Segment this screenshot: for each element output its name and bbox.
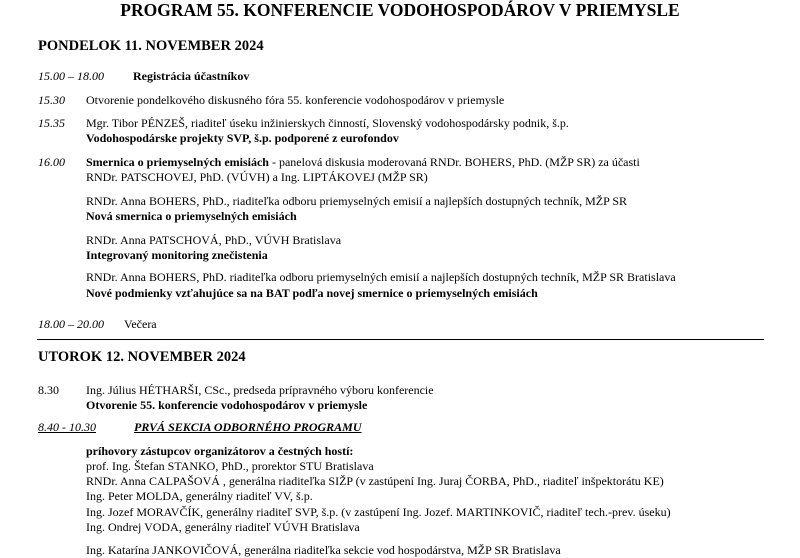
guest-calpasova: RNDr. Anna CALPAŠOVÁ , generálna riaditeľka SIŽP (v zastúpení Ing. Juraj ČORBA, PhD., riaditeľ inšpektorátu KE) [86, 474, 664, 488]
page-title: PROGRAM 55. KONFERENCIE VODOHOSPODÁROV V PRIEMYSLE [120, 0, 680, 20]
agenda-registration: Registrácia účastníkov [133, 69, 250, 83]
day-heading-monday: PONDELOK 11. NOVEMBER 2024 [38, 38, 264, 54]
section-heading: PRVÁ SEKCIA ODBORNÉHO PROGRAMU [134, 420, 362, 434]
agenda-opening-forum: Otvorenie pondelkového diskusného fóra 55. konferencie vodohospodárov v priemysle [86, 93, 505, 107]
panel-title: Smernica o priemyselných emisiách [86, 155, 269, 169]
time-1535: 15.35 [38, 116, 65, 130]
agenda-speaker-patschova: RNDr. Anna PATSCHOVÁ, PhD., VÚVH Bratislava [86, 233, 342, 247]
time-1600: 16.00 [38, 155, 65, 169]
time-1530: 15.30 [38, 93, 65, 107]
time-840: 8.40 - 10.30 [38, 420, 96, 434]
time-830: 8.30 [38, 383, 59, 397]
greetings-heading: príhovory zástupcov organizátorov a čestných hostí: [86, 444, 354, 458]
agenda-speaker-bohers-2: RNDr. Anna BOHERS, PhD. riaditeľka odboru priemyselných emisií a najlepších dostupných techník, MŽP SR Bratislava [86, 270, 676, 284]
guest-molda: Ing. Peter MOLDA, generálny riaditeľ VV, š.p. [86, 489, 313, 503]
guest-voda: Ing. Ondrej VODA, generálny riaditeľ VÚVH Bratislava [86, 520, 360, 534]
time-1800: 18.00 – 20.00 [38, 317, 104, 331]
agenda-talk-title: Nová smernica o priemyselných emisiách [86, 209, 297, 223]
agenda-speaker-penzes: Mgr. Tibor PÉNZEŠ, riaditeľ úseku inžinierskych činností, Slovenský vodohospodársky podnik, š.p. [86, 116, 569, 130]
agenda-talk-title: Nové podmienky vzťahujúce sa na BAT podľa novej smernice o priemyselných emisiách [86, 286, 538, 300]
agenda-conference-opening: Otvorenie 55. konferencie vodohospodárov v priemysle [86, 398, 368, 412]
agenda-dinner: Večera [124, 317, 157, 331]
day-heading-tuesday: UTOROK 12. NOVEMBER 2024 [38, 349, 246, 365]
agenda-speaker-bohers-1: RNDr. Anna BOHERS, PhD., riaditeľka odboru priemyselných emisií a najlepších dostupných techník, MŽP SR [86, 194, 628, 208]
panel-description: - panelová diskusia moderovaná RNDr. BOHERS, PhD. (MŽP SR) za účasti [268, 155, 640, 169]
agenda-talk-title: Vodohospodárske projekty SVP, š.p. podporené z eurofondov [86, 131, 399, 145]
agenda-panel-discussion [86, 155, 640, 170]
time-1500: 15.00 – 18.00 [38, 69, 104, 83]
guest-moravcik: Ing. Jozef MORAVČÍK, generálny riaditeľ SVP, š.p. (v zastúpení Ing. Jozef. MARTINKOVIČ, riaditeľ tech.-prev. úseku) [86, 505, 671, 519]
guest-jankovicova: Ing. Katarína JANKOVIČOVÁ, generálna riaditeľka sekcie vod hospodárstva, MŽP SR Bratislava [86, 543, 561, 557]
agenda-speaker-hetharsi: Ing. Július HÉTHARŠI, CSc., predseda prípravného výboru konferencie [86, 383, 434, 397]
panel-participants: RNDr. PATSCHOVEJ, PhD. (VÚVH) a Ing. LIPTÁKOVEJ (MŽP SR) [86, 170, 428, 184]
divider [37, 339, 764, 340]
agenda-talk-title: Integrovaný monitoring znečistenia [86, 248, 268, 262]
guest-stanko: prof. Ing. Štefan STANKO, PhD., prorektor STU Bratislava [86, 459, 374, 473]
